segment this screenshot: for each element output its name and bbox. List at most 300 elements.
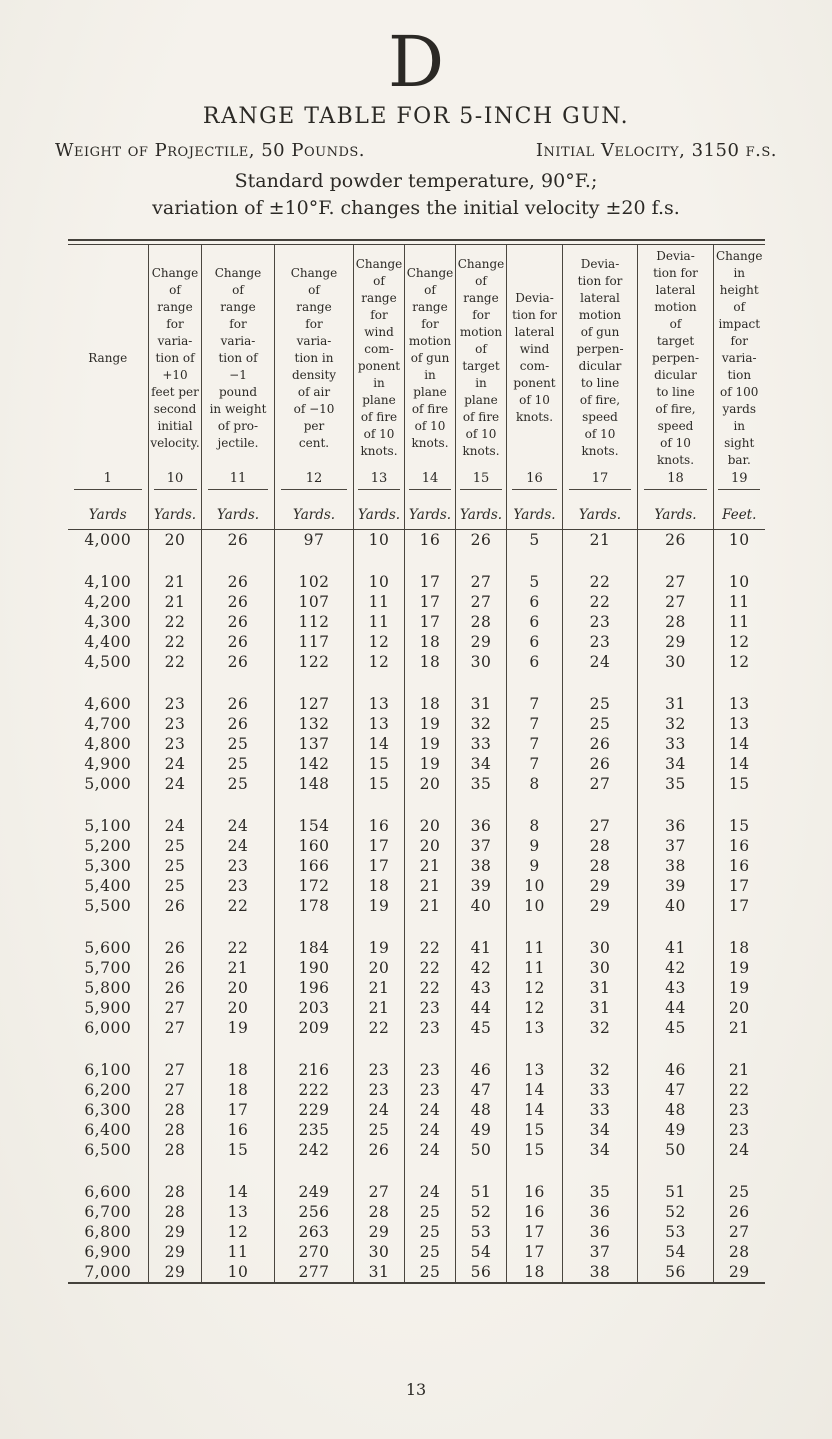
- spacer-cell: [456, 916, 507, 938]
- value-cell: 28: [149, 1182, 202, 1202]
- unit-label: Yards.: [202, 501, 275, 530]
- value-cell: 16: [507, 1202, 563, 1222]
- spacer-cell: [405, 916, 456, 938]
- value-cell: 26: [456, 530, 507, 551]
- value-cell: 53: [456, 1222, 507, 1242]
- value-cell: 20: [405, 836, 456, 856]
- value-cell: 13: [507, 1018, 563, 1038]
- value-cell: 46: [456, 1060, 507, 1080]
- column-number: 15: [456, 471, 507, 501]
- value-cell: 39: [456, 876, 507, 896]
- spacer-cell: [68, 916, 149, 938]
- spacer-cell: [456, 794, 507, 816]
- value-cell: 24: [405, 1120, 456, 1140]
- value-cell: 14: [714, 734, 765, 754]
- table-row: [68, 958, 765, 978]
- value-cell: 16: [202, 1120, 275, 1140]
- value-cell: 51: [456, 1182, 507, 1202]
- range-cell: 5,900: [84, 999, 132, 1017]
- spacer-cell: [507, 1038, 563, 1060]
- value-cell: 11: [354, 612, 405, 632]
- value-cell: 8: [507, 774, 563, 794]
- range-cell: 6,700: [84, 1203, 132, 1221]
- value-cell: 26: [149, 958, 202, 978]
- value-cell: 24: [405, 1140, 456, 1160]
- value-cell: 31: [563, 978, 638, 998]
- value-cell: 18: [202, 1060, 275, 1080]
- column-number: 10: [149, 471, 202, 501]
- range-cell: 5,200: [84, 837, 132, 855]
- spacer-cell: [456, 672, 507, 694]
- value-cell: 27: [456, 572, 507, 592]
- value-cell: 32: [638, 714, 714, 734]
- spacer-cell: [507, 794, 563, 816]
- value-cell: 27: [354, 1182, 405, 1202]
- value-cell: 56: [456, 1262, 507, 1283]
- value-cell: 50: [638, 1140, 714, 1160]
- value-cell: 24: [149, 774, 202, 794]
- value-cell: 19: [405, 734, 456, 754]
- table-row: [68, 714, 765, 734]
- value-cell: 107: [275, 592, 354, 612]
- group-spacer-row: [68, 794, 765, 816]
- value-cell: 16: [405, 530, 456, 551]
- group-spacer-row: [68, 1160, 765, 1182]
- column-header-range: Range: [88, 350, 128, 365]
- range-cell: 6,400: [84, 1121, 132, 1139]
- table-row: [68, 836, 765, 856]
- value-cell: 25: [202, 774, 275, 794]
- range-cell: 6,500: [84, 1141, 132, 1159]
- value-cell: 10: [714, 530, 765, 551]
- range-cell: 4,200: [84, 593, 132, 611]
- table-row: [68, 694, 765, 714]
- value-cell: 24: [354, 1100, 405, 1120]
- spacer-cell: [275, 916, 354, 938]
- value-cell: 12: [714, 652, 765, 672]
- spacer-cell: [149, 1038, 202, 1060]
- value-cell: 47: [456, 1080, 507, 1100]
- value-cell: 30: [354, 1242, 405, 1262]
- spacer-cell: [714, 1160, 765, 1182]
- value-cell: 26: [202, 592, 275, 612]
- table-row: [68, 1222, 765, 1242]
- range-cell: 4,100: [84, 573, 132, 591]
- value-cell: 5: [507, 572, 563, 592]
- value-cell: 97: [275, 530, 354, 551]
- spacer-cell: [68, 794, 149, 816]
- spacer-cell: [638, 672, 714, 694]
- value-cell: 17: [507, 1242, 563, 1262]
- column-number-rule: [154, 489, 197, 490]
- range-cell: 5,500: [84, 897, 132, 915]
- spacer-cell: [275, 672, 354, 694]
- value-cell: 23: [563, 632, 638, 652]
- spacer-cell: [202, 794, 275, 816]
- range-cell: 4,300: [84, 613, 132, 631]
- column-number-rule: [74, 489, 142, 490]
- value-cell: 11: [714, 612, 765, 632]
- column-number-row: [68, 471, 765, 501]
- value-cell: 36: [563, 1202, 638, 1222]
- spacer-cell: [714, 672, 765, 694]
- value-cell: 40: [638, 896, 714, 916]
- range-cell: 6,800: [84, 1223, 132, 1241]
- value-cell: 22: [563, 572, 638, 592]
- value-cell: 29: [149, 1242, 202, 1262]
- value-cell: 27: [149, 998, 202, 1018]
- value-cell: 28: [563, 856, 638, 876]
- spacer-cell: [638, 1160, 714, 1182]
- page-number: 13: [405, 1380, 427, 1399]
- value-cell: 21: [714, 1060, 765, 1080]
- range-cell: 5,300: [84, 857, 132, 875]
- value-cell: 24: [563, 652, 638, 672]
- value-cell: 50: [456, 1140, 507, 1160]
- value-cell: 18: [714, 938, 765, 958]
- column-header-15: Change of range for motion of target in plane of fire of 10 knots.: [456, 245, 507, 471]
- value-cell: 27: [149, 1080, 202, 1100]
- value-cell: 27: [563, 774, 638, 794]
- value-cell: 6: [507, 592, 563, 612]
- value-cell: 26: [563, 754, 638, 774]
- initial-velocity-label: Initial Velocity, 3150 f.s.: [535, 140, 777, 161]
- column-number-rule: [409, 489, 450, 490]
- value-cell: 13: [202, 1202, 275, 1222]
- value-cell: 18: [405, 652, 456, 672]
- value-cell: 6: [507, 652, 563, 672]
- column-number: 14: [405, 471, 456, 501]
- value-cell: 25: [405, 1262, 456, 1283]
- spacer-cell: [275, 550, 354, 572]
- page-title: RANGE TABLE FOR 5-INCH GUN.: [202, 104, 630, 129]
- column-number-rule: [208, 489, 268, 490]
- value-cell: 8: [507, 816, 563, 836]
- value-cell: 21: [149, 592, 202, 612]
- spacer-cell: [638, 794, 714, 816]
- value-cell: 15: [714, 816, 765, 836]
- spacer-cell: [202, 672, 275, 694]
- spacer-cell: [149, 672, 202, 694]
- spacer-cell: [275, 1160, 354, 1182]
- value-cell: 12: [507, 978, 563, 998]
- value-cell: 25: [405, 1202, 456, 1222]
- spacer-cell: [638, 1038, 714, 1060]
- value-cell: 26: [202, 572, 275, 592]
- value-cell: 24: [405, 1182, 456, 1202]
- range-cell: 4,900: [84, 755, 132, 773]
- value-cell: 127: [275, 694, 354, 714]
- spacer-cell: [275, 794, 354, 816]
- value-cell: 19: [354, 938, 405, 958]
- column-number: 18: [638, 471, 714, 501]
- value-cell: 28: [714, 1242, 765, 1262]
- unit-label: Yards.: [507, 501, 563, 530]
- value-cell: 28: [354, 1202, 405, 1222]
- value-cell: 184: [275, 938, 354, 958]
- value-cell: 22: [202, 896, 275, 916]
- value-cell: 36: [638, 816, 714, 836]
- table-row: [68, 1080, 765, 1100]
- table-row: [68, 1262, 765, 1283]
- spacer-cell: [354, 672, 405, 694]
- spacer-cell: [507, 916, 563, 938]
- column-header-14: Change of range for motion of gun in plane of fire of 10 knots.: [405, 245, 456, 471]
- value-cell: 15: [507, 1120, 563, 1140]
- unit-label: Yards.: [405, 501, 456, 530]
- table-row: [68, 1060, 765, 1080]
- value-cell: 13: [714, 714, 765, 734]
- value-cell: 37: [456, 836, 507, 856]
- spacer-cell: [354, 550, 405, 572]
- spacer-cell: [275, 1038, 354, 1060]
- range-cell: 4,800: [84, 735, 132, 753]
- group-spacer-row: [68, 1038, 765, 1060]
- value-cell: 22: [354, 1018, 405, 1038]
- range-cell: 5,700: [84, 959, 132, 977]
- value-cell: 38: [456, 856, 507, 876]
- weight-of-projectile-label: Weight of Projectile, 50 Pounds.: [55, 140, 365, 161]
- unit-label: Yards.: [275, 501, 354, 530]
- value-cell: 25: [149, 836, 202, 856]
- value-cell: 142: [275, 754, 354, 774]
- value-cell: 51: [638, 1182, 714, 1202]
- range-cell: 6,000: [84, 1019, 132, 1037]
- value-cell: 42: [456, 958, 507, 978]
- table-row: [68, 1242, 765, 1262]
- value-cell: 31: [354, 1262, 405, 1283]
- spacer-cell: [507, 550, 563, 572]
- spacer-cell: [563, 1160, 638, 1182]
- spacer-cell: [68, 1160, 149, 1182]
- value-cell: 28: [149, 1100, 202, 1120]
- column-number: 11: [202, 471, 275, 501]
- value-cell: 12: [714, 632, 765, 652]
- value-cell: 15: [714, 774, 765, 794]
- spacer-cell: [456, 1038, 507, 1060]
- spacer-cell: [714, 916, 765, 938]
- value-cell: 10: [354, 572, 405, 592]
- value-cell: 20: [202, 978, 275, 998]
- column-number-rule: [569, 489, 631, 490]
- value-cell: 32: [563, 1060, 638, 1080]
- value-cell: 26: [563, 734, 638, 754]
- value-cell: 56: [638, 1262, 714, 1283]
- value-cell: 26: [714, 1202, 765, 1222]
- value-cell: 10: [507, 876, 563, 896]
- value-cell: 45: [638, 1018, 714, 1038]
- value-cell: 23: [405, 1018, 456, 1038]
- value-cell: 28: [563, 836, 638, 856]
- range-cell: 4,700: [84, 715, 132, 733]
- value-cell: 242: [275, 1140, 354, 1160]
- value-cell: 26: [149, 896, 202, 916]
- value-cell: 30: [563, 958, 638, 978]
- value-cell: 47: [638, 1080, 714, 1100]
- value-cell: 277: [275, 1262, 354, 1283]
- spacer-cell: [68, 550, 149, 572]
- spacer-cell: [405, 550, 456, 572]
- value-cell: 166: [275, 856, 354, 876]
- value-cell: 39: [638, 876, 714, 896]
- unit-row: [68, 501, 765, 530]
- value-cell: 17: [507, 1222, 563, 1242]
- table-row: [68, 612, 765, 632]
- value-cell: 17: [354, 856, 405, 876]
- range-cell: 4,400: [84, 633, 132, 651]
- spacer-cell: [507, 1160, 563, 1182]
- value-cell: 117: [275, 632, 354, 652]
- table-row: [68, 754, 765, 774]
- range-cell: 7,000: [84, 1263, 132, 1281]
- value-cell: 20: [405, 774, 456, 794]
- value-cell: 25: [714, 1182, 765, 1202]
- column-header-10: Change of range for varia- tion of +10 feet per second initial velocity.: [149, 245, 202, 471]
- value-cell: 25: [354, 1120, 405, 1140]
- spacer-cell: [638, 916, 714, 938]
- value-cell: 102: [275, 572, 354, 592]
- value-cell: 256: [275, 1202, 354, 1222]
- value-cell: 6: [507, 632, 563, 652]
- value-cell: 17: [714, 896, 765, 916]
- value-cell: 216: [275, 1060, 354, 1080]
- value-cell: 29: [149, 1262, 202, 1283]
- value-cell: 16: [714, 836, 765, 856]
- value-cell: 28: [149, 1140, 202, 1160]
- value-cell: 21: [149, 572, 202, 592]
- value-cell: 12: [354, 632, 405, 652]
- unit-label: Yards.: [456, 501, 507, 530]
- value-cell: 43: [456, 978, 507, 998]
- spacer-cell: [202, 550, 275, 572]
- value-cell: 172: [275, 876, 354, 896]
- value-cell: 46: [638, 1060, 714, 1080]
- unit-label: Yards.: [149, 501, 202, 530]
- value-cell: 15: [507, 1140, 563, 1160]
- value-cell: 23: [405, 1080, 456, 1100]
- value-cell: 24: [405, 1100, 456, 1120]
- value-cell: 19: [354, 896, 405, 916]
- value-cell: 18: [405, 632, 456, 652]
- value-cell: 18: [507, 1262, 563, 1283]
- value-cell: 27: [149, 1018, 202, 1038]
- table-row: [68, 1018, 765, 1038]
- spacer-cell: [149, 794, 202, 816]
- value-cell: 20: [405, 816, 456, 836]
- unit-label: Yards.: [354, 501, 405, 530]
- value-cell: 13: [714, 694, 765, 714]
- value-cell: 27: [638, 592, 714, 612]
- value-cell: 7: [507, 734, 563, 754]
- column-header-11: Change of range for varia- tion of −1 pound in weight of pro- jectile.: [202, 245, 275, 471]
- value-cell: 14: [714, 754, 765, 774]
- value-cell: 31: [456, 694, 507, 714]
- value-cell: 14: [354, 734, 405, 754]
- value-cell: 25: [405, 1222, 456, 1242]
- range-cell: 4,600: [84, 695, 132, 713]
- column-number-rule: [718, 489, 760, 490]
- value-cell: 12: [202, 1222, 275, 1242]
- spacer-cell: [68, 672, 149, 694]
- value-cell: 27: [563, 816, 638, 836]
- value-cell: 36: [563, 1222, 638, 1242]
- value-cell: 15: [202, 1140, 275, 1160]
- value-cell: 30: [456, 652, 507, 672]
- value-cell: 23: [714, 1100, 765, 1120]
- group-spacer-row: [68, 916, 765, 938]
- column-number-rule: [644, 489, 707, 490]
- value-cell: 33: [638, 734, 714, 754]
- value-cell: 28: [149, 1120, 202, 1140]
- value-cell: 19: [714, 978, 765, 998]
- value-cell: 15: [354, 774, 405, 794]
- column-number: 19: [714, 471, 765, 501]
- value-cell: 28: [456, 612, 507, 632]
- value-cell: 154: [275, 816, 354, 836]
- value-cell: 10: [202, 1262, 275, 1283]
- value-cell: 24: [714, 1140, 765, 1160]
- value-cell: 22: [563, 592, 638, 612]
- value-cell: 48: [456, 1100, 507, 1120]
- spacer-cell: [456, 1160, 507, 1182]
- spacer-cell: [405, 1038, 456, 1060]
- unit-label: Yards.: [638, 501, 714, 530]
- group-spacer-row: [68, 550, 765, 572]
- value-cell: 7: [507, 694, 563, 714]
- value-cell: 34: [563, 1140, 638, 1160]
- value-cell: 22: [405, 978, 456, 998]
- value-cell: 12: [507, 998, 563, 1018]
- value-cell: 11: [507, 958, 563, 978]
- spacer-cell: [714, 794, 765, 816]
- value-cell: 22: [202, 938, 275, 958]
- powder-temperature-note: [0, 168, 832, 222]
- value-cell: 10: [714, 572, 765, 592]
- value-cell: 7: [507, 714, 563, 734]
- value-cell: 11: [714, 592, 765, 612]
- value-cell: 13: [507, 1060, 563, 1080]
- value-cell: 112: [275, 612, 354, 632]
- value-cell: 26: [202, 612, 275, 632]
- value-cell: 36: [456, 816, 507, 836]
- value-cell: 17: [202, 1100, 275, 1120]
- value-cell: 54: [456, 1242, 507, 1262]
- value-cell: 23: [405, 1060, 456, 1080]
- value-cell: 14: [507, 1100, 563, 1120]
- table-row: [68, 896, 765, 916]
- table-row: [68, 978, 765, 998]
- value-cell: 6: [507, 612, 563, 632]
- value-cell: 34: [456, 754, 507, 774]
- spacer-cell: [149, 916, 202, 938]
- table-row: [68, 572, 765, 592]
- value-cell: 22: [149, 652, 202, 672]
- value-cell: 37: [563, 1242, 638, 1262]
- range-cell: 5,100: [84, 817, 132, 835]
- spacer-cell: [202, 1038, 275, 1060]
- value-cell: 43: [638, 978, 714, 998]
- value-cell: 52: [456, 1202, 507, 1222]
- value-cell: 24: [149, 816, 202, 836]
- table-row: [68, 1100, 765, 1120]
- table-row: [68, 592, 765, 612]
- value-cell: 25: [149, 876, 202, 896]
- value-cell: 190: [275, 958, 354, 978]
- value-cell: 26: [149, 938, 202, 958]
- value-cell: 34: [638, 754, 714, 774]
- value-cell: 21: [354, 998, 405, 1018]
- value-cell: 49: [638, 1120, 714, 1140]
